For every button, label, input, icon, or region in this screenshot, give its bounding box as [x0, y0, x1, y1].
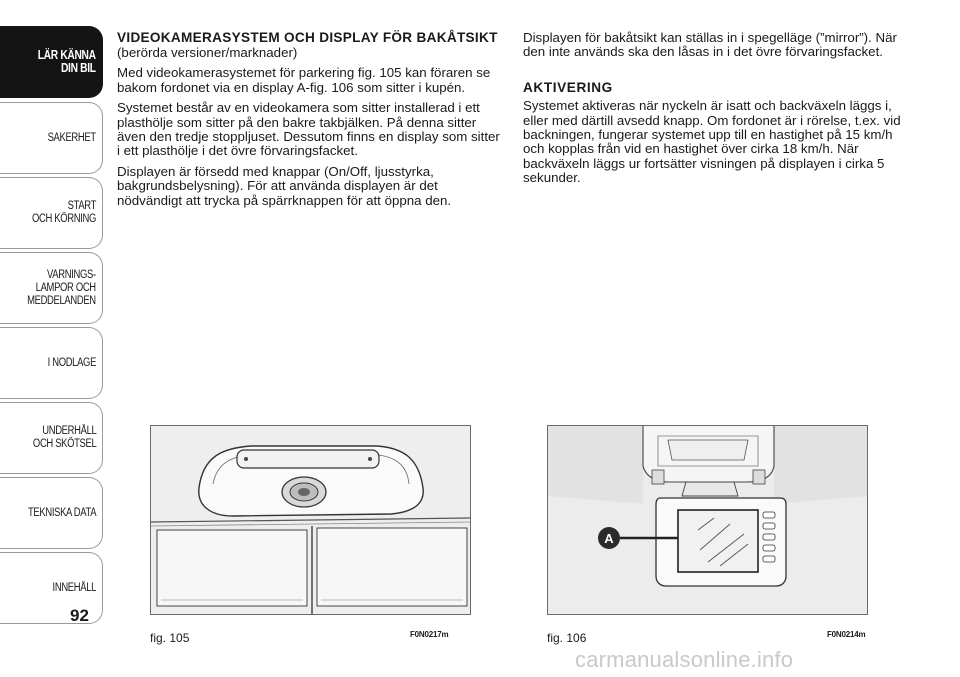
- callout-a-label: A: [604, 531, 614, 546]
- figure-105-caption: fig. 105: [150, 631, 190, 645]
- paragraph: Systemet består av en videokamera som sitter installerad i ett plasthölje som sitter på den bakre takbjälken. På denna sitter även den tredje stoppljuset. Dessutom finns en display som sitter i ett plasthölje i det övre förvaringsfacket.: [117, 100, 500, 159]
- section-subheading: (berörda versioner/marknader): [117, 45, 298, 60]
- tab-underhall[interactable]: UNDERHÅLL OCH SKÖTSEL: [0, 402, 103, 474]
- tab-innehall[interactable]: INNEHÅLL: [0, 552, 103, 624]
- figure-106-display: [547, 425, 868, 615]
- text-column-left: [117, 31, 502, 214]
- paragraph: Systemet aktiveras när nyckeln är isatt och backväxeln läggs i, eller med därtill avsedd knapp. Om fordonet är i rörelse, t.ex. vid backningen, fungerar systemet upp till en hastighet på 15 km/h och kopplas från vid en hastighet över cirka 18 km/h. När backväxeln läggs ur fortsätter visningen på displayen i cirka 5 sekunder.: [523, 98, 901, 186]
- watermark: carmanualsonline.info: [575, 647, 794, 672]
- section-heading: VIDEOKAMERASYSTEM OCH DISPLAY FÖR BAKÅTSIKT: [117, 30, 498, 45]
- figure-105-camera-housing: [150, 425, 471, 615]
- tab-i-nodlage[interactable]: I NÖDLÄGE: [0, 327, 103, 399]
- figure-105-code: F0N0217m: [410, 630, 449, 639]
- tab-lar-kanna-din-bil[interactable]: LÄR KÄNNA DIN BIL: [0, 26, 103, 98]
- tab-start-och-korning[interactable]: START OCH KÖRNING: [0, 177, 103, 249]
- figure-106-code: F0N0214m: [827, 630, 866, 639]
- paragraph: Displayen för bakåtsikt kan ställas in i spegelläge (”mirror”). När den inte används ska den låsas in i det övre förvaringsfacket.: [523, 30, 897, 60]
- tab-tekniska-data[interactable]: TEKNISKA DATA: [0, 477, 103, 549]
- callout-a-marker: [548, 426, 868, 615]
- text-column-right: [523, 31, 903, 192]
- page-number: 92: [70, 606, 89, 625]
- figure-106-caption: fig. 106: [547, 631, 587, 645]
- tab-sakerhet[interactable]: SÄKERHET: [0, 102, 103, 174]
- paragraph: Displayen är försedd med knappar (On/Off, ljusstyrka, bakgrundsbelysning). För att använda displayen är det nödvändigt att trycka på spärrknappen för att öppna den.: [117, 163, 452, 208]
- paragraph: Med videokamerasystemet för parkering fig. 105 kan föraren se bakom fordonet via en display A-fig. 106 som sitter i kupén.: [117, 65, 491, 95]
- tab-varningslampor[interactable]: VARNINGS- LAMPOR OCH MEDDELANDEN: [0, 252, 103, 324]
- activation-heading: AKTIVERING: [523, 79, 613, 95]
